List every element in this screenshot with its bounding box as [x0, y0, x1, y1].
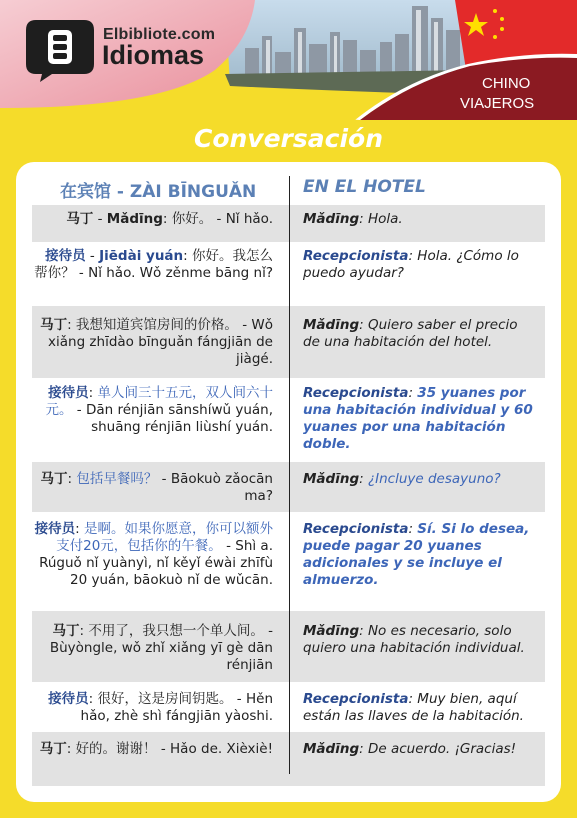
speaker-name: Recepcionista — [303, 385, 409, 401]
spanish-text: Sí. Si lo desea, puede pagar 20 yuanes adicionales y se incluye el almuerzo. — [303, 521, 530, 588]
hanzi-text: 很好，这是房间钥匙。 — [97, 691, 233, 707]
brand-site-name: Elbibliote.com — [103, 26, 216, 43]
speaker-name: Recepcionista — [303, 521, 409, 537]
speaker-name: Mǎdīng — [303, 623, 360, 639]
speaker-name: Mǎdīng — [303, 741, 360, 757]
column-title-chinese: 在宾馆 - ZÀI BĪNGUǍN — [60, 182, 257, 202]
spanish-text: Hola. ¿Cómo lo puedo ayudar? — [303, 248, 519, 281]
separator: - — [74, 265, 89, 281]
separator: : — [408, 691, 418, 707]
speaker-name: Recepcionista — [303, 248, 409, 264]
column-divider — [289, 176, 290, 774]
separator: : — [359, 741, 368, 757]
separator: - — [93, 211, 107, 227]
speaker-hanzi: 接待员 — [45, 248, 86, 264]
separator: : — [359, 471, 368, 487]
separator: : — [75, 521, 84, 537]
pinyin-text: Bāokuò zǎocān ma? — [170, 471, 273, 504]
spanish-line — [303, 691, 537, 725]
spanish-line — [303, 317, 537, 351]
hanzi-text: 你好。 — [171, 211, 213, 227]
pinyin-text: Shì a. Rúguǒ nǐ yuànyì, nǐ kěyǐ éwài zhīfù 20 yuán, bāokuò nǐ de wǔcān. — [39, 538, 273, 588]
chinese-line — [32, 248, 273, 282]
separator: : — [67, 471, 77, 487]
separator: : — [408, 248, 418, 264]
separator: : — [88, 385, 98, 401]
separator: - — [263, 623, 273, 639]
separator: : — [66, 741, 76, 757]
separator: : — [359, 623, 368, 639]
hanzi-text: 我想知道宾馆房间的价格。 — [75, 317, 238, 333]
hanzi-text: 你好。我怎么帮你？ — [34, 248, 273, 281]
spanish-line — [303, 623, 537, 657]
chinese-line — [32, 471, 273, 505]
pinyin-text: Nǐ hǎo. — [225, 211, 273, 227]
separator: : — [408, 521, 418, 537]
speaker-name: Recepcionista — [303, 691, 409, 707]
separator: - — [221, 538, 236, 554]
speaker-hanzi: 马丁 — [40, 317, 68, 333]
spanish-text: No es necesario, solo quiero una habitación individual. — [303, 623, 525, 656]
separator: - — [85, 248, 100, 264]
separator: : — [88, 691, 98, 707]
spanish-line — [303, 741, 537, 758]
speaker-name: Mǎdīng — [303, 211, 360, 227]
separator: : — [67, 317, 76, 333]
chinese-line — [32, 691, 273, 725]
spanish-line — [303, 471, 537, 488]
separator: - — [72, 402, 86, 418]
separator: : — [183, 248, 192, 264]
separator: - — [212, 211, 226, 227]
spanish-text: 35 yuanes por una habitación individual y 60 yuanes por una habitación doble. — [303, 385, 533, 452]
spanish-line — [303, 248, 537, 282]
column-title-spanish: EN EL HOTEL — [303, 177, 426, 197]
hanzi-text: 不用了，我只想一个单人间。 — [88, 623, 264, 639]
page-title: Conversación — [193, 124, 383, 153]
brand-title: Idiomas — [102, 40, 205, 70]
pinyin-text: Bùyòngle, wǒ zhǐ xiǎng yī gè dān rénjiān — [49, 640, 273, 673]
hanzi-text: 包括早餐吗？ — [76, 471, 158, 487]
separator: : — [79, 623, 89, 639]
speaker-name: Mǎdīng — [303, 471, 360, 487]
separator: - — [157, 471, 171, 487]
hanzi-text: 是啊。如果你愿意，你可以额外支付20元，包括你的午餐。 — [56, 521, 273, 554]
pinyin-text: Dān rénjiān sānshíwǔ yuán, shuāng rénjiān liùshí yuán. — [85, 402, 273, 435]
speaker-hanzi: 马丁 — [39, 741, 67, 757]
chinese-line — [32, 623, 273, 674]
speaker-hanzi: 接待员 — [48, 385, 89, 401]
separator: : — [162, 211, 172, 227]
pinyin-text: Nǐ hǎo. Wǒ zěnme bāng nǐ? — [88, 265, 273, 281]
speaker-hanzi: 马丁 — [40, 471, 68, 487]
separator: : — [359, 211, 368, 227]
chinese-line — [32, 385, 273, 436]
spanish-line — [303, 385, 537, 453]
chinese-line — [32, 741, 273, 758]
hanzi-text: 单人间三十五元，双人间六十元。 — [45, 385, 273, 418]
speaker-hanzi: 马丁 — [66, 211, 94, 227]
pinyin-text: Wǒ xiǎng zhīdào bīnguǎn fángjiān de jiàgé. — [48, 317, 273, 367]
separator: : — [359, 317, 368, 333]
separator: - — [237, 317, 252, 333]
spanish-text: Muy bien, aquí están las llaves de la habitación. — [303, 691, 524, 724]
spanish-line — [303, 521, 537, 589]
chinese-line — [32, 521, 273, 589]
hanzi-text: 好的。谢谢！ — [75, 741, 157, 757]
speaker-name: Mǎdīng — [303, 317, 360, 333]
pinyin-text: Hěn hǎo, zhè shì fángjiān yàoshi. — [80, 691, 273, 724]
separator: : — [408, 385, 418, 401]
spanish-text: ¿Incluye desayuno? — [367, 471, 501, 487]
separator: - — [156, 741, 171, 757]
spanish-line — [303, 211, 537, 228]
course-language: CHINO — [482, 75, 531, 92]
speaker-hanzi: 马丁 — [52, 623, 80, 639]
speaker-pinyin: Jiēdài yuán — [99, 248, 184, 264]
chinese-line — [32, 317, 273, 368]
header-banner — [0, 0, 577, 120]
logo-icon — [26, 20, 94, 82]
spanish-text: De acuerdo. ¡Gracias! — [367, 741, 517, 757]
spanish-text: Hola. — [367, 211, 403, 227]
speaker-hanzi: 接待员 — [34, 521, 76, 537]
course-audience: VIAJEROS — [460, 95, 535, 112]
separator: - — [232, 691, 246, 707]
speaker-hanzi: 接待员 — [48, 691, 89, 707]
pinyin-text: Hǎo de. Xièxiè! — [170, 741, 273, 757]
chinese-line — [32, 211, 273, 228]
spanish-text: Quiero saber el precio de una habitación del hotel. — [303, 317, 518, 350]
speaker-pinyin: Mǎdīng — [106, 211, 163, 227]
